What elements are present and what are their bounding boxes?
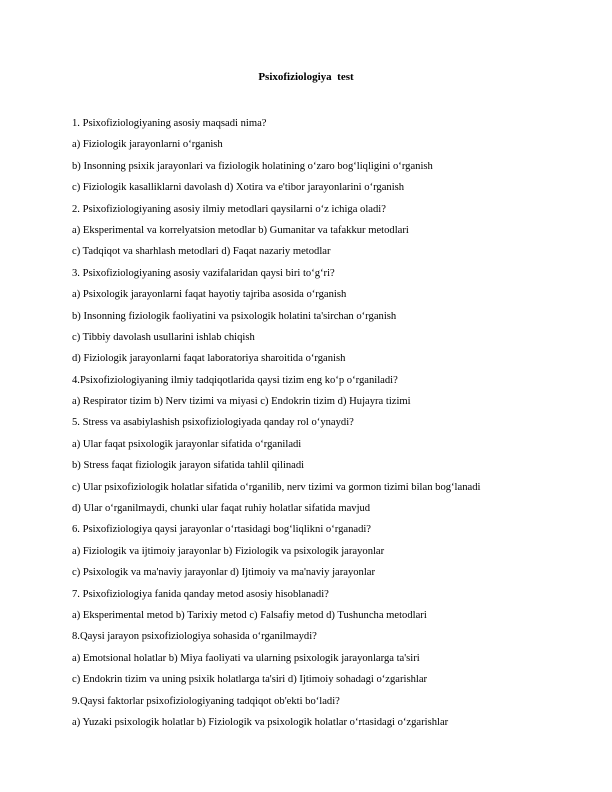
text-line: a) Psixologik jarayonlarni faqat hayotiy tajriba asosida o‘rganish bbox=[72, 289, 347, 301]
text-line: c) Fiziologik kasalliklarni davolash d) Xotira va e'tibor jarayonlarini o‘rganish bbox=[72, 182, 405, 194]
text-line: a) Ular faqat psixologik jarayonlar sifatida o‘rganiladi bbox=[72, 438, 302, 450]
text-line: 7. Psixofiziologiya fanida qanday metod asosiy hisoblanadi? bbox=[72, 588, 329, 600]
text-line: 9.Qaysi faktorlar psixofiziologiyaning tadqiqot ob'ekti bo‘ladi? bbox=[72, 695, 340, 707]
text-line: c) Tadqiqot va sharhlash metodlari d) Faqat nazariy metodlar bbox=[72, 246, 331, 258]
text-line: 6. Psixofiziologiya qaysi jarayonlar o‘rtasidagi bog‘liqlikni o‘rganadi? bbox=[72, 524, 372, 536]
text-line: b) Insonning psixik jarayonlari va fiziologik holatining o‘zaro bog‘liqligini o‘rganish bbox=[72, 160, 433, 172]
text-line: b) Insonning fiziologik faoliyatini va psixologik holatini ta'sirchan o‘rganish bbox=[72, 310, 397, 322]
question-list bbox=[72, 113, 572, 733]
text-line: c) Ular psixofiziologik holatlar sifatida o‘rganilib, nerv tizimi va gormon tizimi bilan bog‘lanadi bbox=[72, 481, 481, 493]
text-line: c) Psixologik va ma'naviy jarayonlar d) Ijtimoiy va ma'naviy jarayonlar bbox=[72, 567, 376, 579]
text-line: 1. Psixofiziologiyaning asosiy maqsadi nima? bbox=[72, 118, 267, 129]
text-line: a) Fiziologik jarayonlarni o‘rganish bbox=[72, 139, 223, 151]
text-line: 4.Psixofiziologiyaning ilmiy tadqiqotlarida qaysi tizim eng ko‘p o‘rganiladi? bbox=[72, 374, 398, 386]
text-line: 3. Psixofiziologiyaning asosiy vazifalaridan qaysi biri to‘g‘ri? bbox=[72, 267, 335, 279]
text-line: 2. Psixofiziologiyaning asosiy ilmiy metodlari qaysilarni o‘z ichiga oladi? bbox=[72, 203, 386, 215]
text-line: d) Fiziologik jarayonlarni faqat laboratoriya sharoitida o‘rganish bbox=[72, 353, 346, 365]
text-line: c) Tibbiy davolash usullarini ishlab chiqish bbox=[72, 331, 255, 343]
text-line: d) Ular o‘rganilmaydi, chunki ular faqat ruhiy holatlar sifatida mavjud bbox=[72, 503, 371, 515]
text-line: a) Eksperimental metod b) Tarixiy metod c) Falsafiy metod d) Tushuncha metodlari bbox=[72, 609, 427, 621]
text-line: 8.Qaysi jarayon psixofiziologiya sohasida o‘rganilmaydi? bbox=[72, 631, 317, 643]
text-line: a) Respirator tizim b) Nerv tizimi va miyasi c) Endokrin tizim d) Hujayra tizimi bbox=[72, 396, 411, 408]
text-line: a) Yuzaki psixologik holatlar b) Fiziologik va psixologik holatlar o‘rtasidagi o‘zgarishlar bbox=[72, 716, 449, 728]
document-title: Psixofiziologiya test bbox=[258, 71, 354, 83]
text-line: 5. Stress va asabiylashish psixofiziologiyada qanday rol o‘ynaydi? bbox=[72, 417, 354, 429]
text-line: a) Eksperimental va korrelyatsion metodlar b) Gumanitar va tafakkur metodlari bbox=[72, 224, 409, 236]
text-line: b) Stress faqat fiziologik jarayon sifatida tahlil qilinadi bbox=[72, 460, 305, 472]
text-line: a) Fiziologik va ijtimoiy jarayonlar b) Fiziologik va psixologik jarayonlar bbox=[72, 545, 385, 557]
text-line: c) Endokrin tizim va uning psixik holatlarga ta'siri d) Ijtimoiy sohadagi o‘zgarishlar bbox=[72, 674, 428, 686]
text-line: a) Emotsional holatlar b) Miya faoliyati va ularning psixologik jarayonlarga ta'siri bbox=[72, 652, 420, 664]
